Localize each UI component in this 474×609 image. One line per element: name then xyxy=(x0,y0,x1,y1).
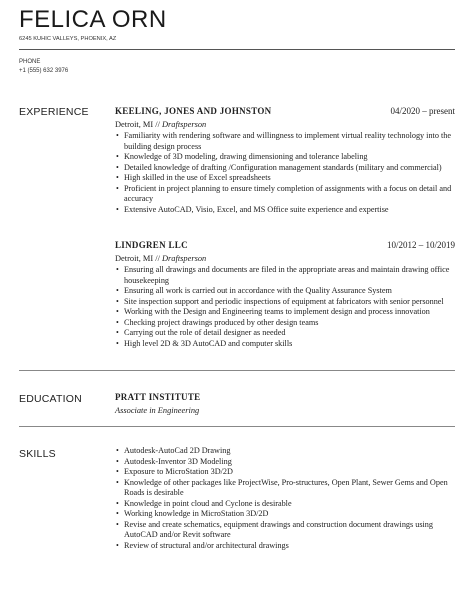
job-dates: 10/2012 – 10/2019 xyxy=(386,240,455,250)
job-location-title xyxy=(115,253,457,264)
list-item: • Site inspection support and periodic inspections of equipment at fabricators with senior personnel xyxy=(115,297,457,308)
list-item: • High skilled in the use of Excel spreadsheets xyxy=(115,173,457,184)
job-location: Detroit, MI // xyxy=(115,120,162,129)
skills-list-container xyxy=(115,445,457,551)
list-item: • Familiarity with rendering software and willingness to implement virtual reality technology into the building design process xyxy=(115,131,457,152)
employer-name: LINDGREN LLC xyxy=(115,240,188,250)
list-item: • Ensuring all drawings and documents are filed in the appropriate areas and maintain drawing office housekeeping xyxy=(115,265,457,286)
skills-list xyxy=(115,446,457,551)
list-item: • Detailed knowledge of drafting /Configuration management standards (military and commercial) xyxy=(115,163,457,174)
list-item: • Carrying out the role of detail designer as needed xyxy=(115,328,457,339)
job-entry xyxy=(115,106,457,215)
education-entry xyxy=(115,392,457,416)
list-item: • Checking project drawings produced by other design teams xyxy=(115,318,457,329)
job-dates: 04/2020 – present xyxy=(390,106,455,116)
list-item: • Exposure to MicroStation 3D/2D xyxy=(115,467,457,478)
section-title-skills: SKILLS xyxy=(19,448,56,460)
job-location: Detroit, MI // xyxy=(115,254,162,263)
job-entry xyxy=(115,240,457,349)
list-item: • Extensive AutoCAD, Visio, Excel, and MS Office suite experience and expertise xyxy=(115,205,457,216)
list-item: • Autodesk-AutoCad 2D Drawing xyxy=(115,446,457,457)
job-location-title xyxy=(115,119,457,130)
list-item: • Proficient in project planning to ensure timely completion of assignments with a focus on detail and accuracy xyxy=(115,184,457,205)
section-divider xyxy=(19,426,455,427)
list-item: • Review of structural and/or architectural drawings xyxy=(115,541,457,552)
candidate-name: FELICA ORN xyxy=(19,6,167,33)
list-item: • Autodesk-Inventor 3D Modeling xyxy=(115,457,457,468)
employer-name: KEELING, JONES AND JOHNSTON xyxy=(115,106,272,116)
job-bullets xyxy=(115,265,457,349)
job-title: Draftsperson xyxy=(162,254,207,263)
job-bullets xyxy=(115,131,457,215)
list-item: • Revise and create schematics, equipment drawings and construction document drawings using AutoCAD and/or Revit software xyxy=(115,520,457,541)
list-item: • Ensuring all work is carried out in accordance with the Quality Assurance System xyxy=(115,286,457,297)
header-rule xyxy=(19,49,455,50)
list-item: • High level 2D & 3D AutoCAD and computer skills xyxy=(115,339,457,350)
school-name: PRATT INSTITUTE xyxy=(115,392,201,402)
list-item: • Knowledge of other packages like ProjectWise, Pro-structures, Open Plant, Sewer Gems and Open Roads is desirable xyxy=(115,478,457,499)
list-item: • Working knowledge in MicroStation 3D/2D xyxy=(115,509,457,520)
address: 6245 KUHIC VALLEYS, PHOENIX, AZ xyxy=(19,36,117,42)
job-title: Draftsperson xyxy=(162,120,207,129)
degree: Associate in Engineering xyxy=(115,406,200,415)
list-item: • Knowledge of 3D modeling, drawing dimensioning and tolerance labeling xyxy=(115,152,457,163)
list-item: • Working with the Design and Engineering teams to implement design and process innovation xyxy=(115,307,457,318)
section-title-education: EDUCATION xyxy=(19,393,82,405)
list-item: • Knowledge in point cloud and Cyclone is desirable xyxy=(115,499,457,510)
section-title-experience: EXPERIENCE xyxy=(19,106,89,118)
phone-number: +1 (555) 632 3976 xyxy=(19,68,69,74)
section-divider xyxy=(19,370,455,371)
phone-label: PHONE xyxy=(19,59,41,65)
